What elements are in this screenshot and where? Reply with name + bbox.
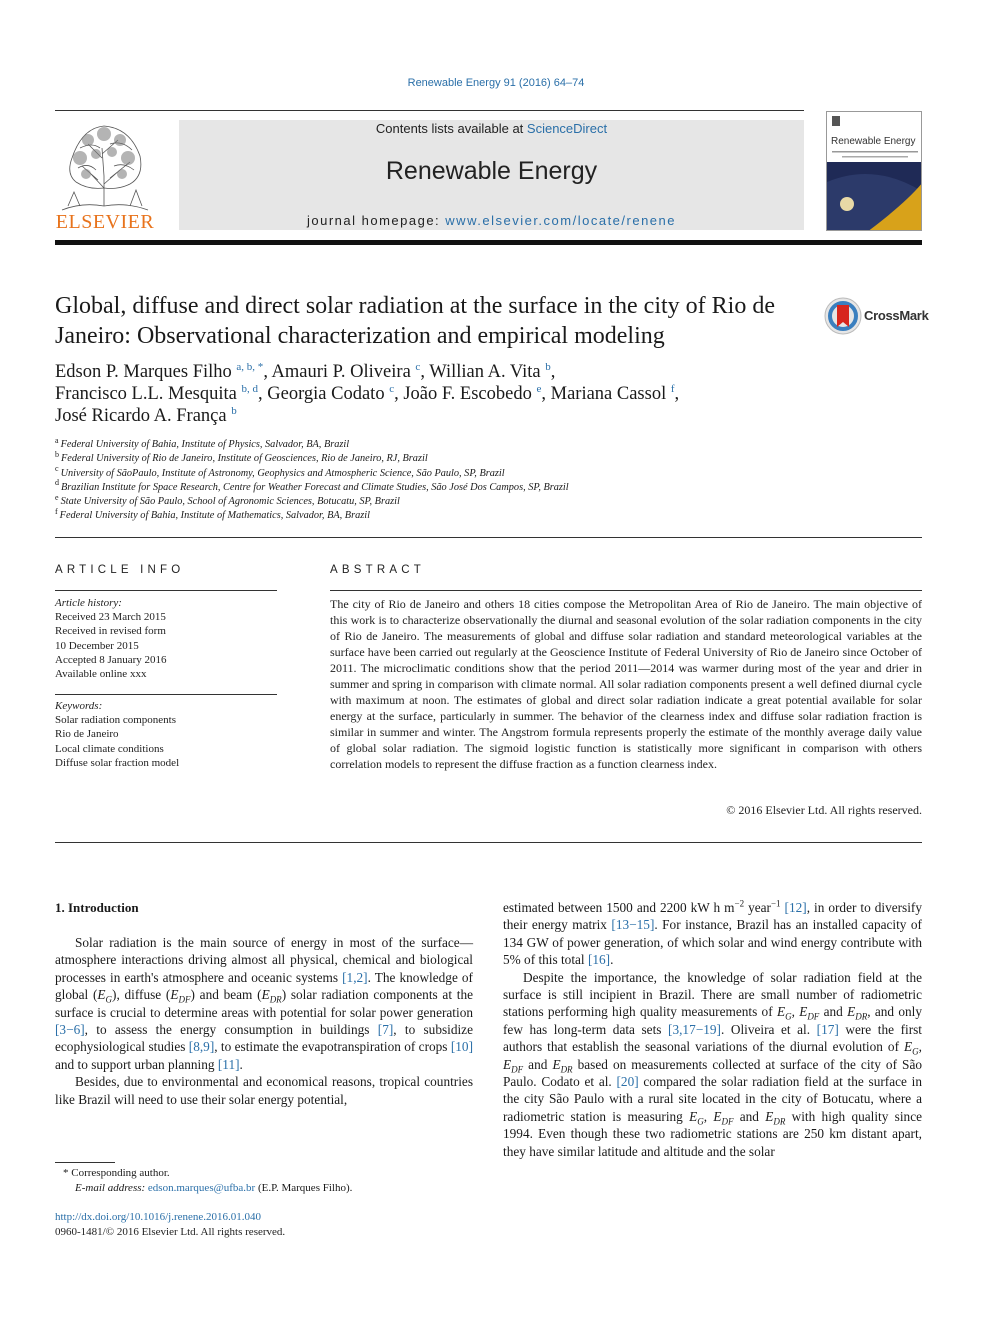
cover-image — [827, 162, 922, 231]
affiliation: $^f$ Federal University of Bahia, Institute of Mathematics, Salvador, BA, Brazil — [55, 507, 370, 522]
section-rule — [55, 537, 922, 538]
abstract-text: The city of Rio de Janeiro and others 18 cities compose the Metropolitan Area of Rio de Janeiro. The main objective of this work is to characterize observationally the diurnal and seasonal evolution of the solar radiation components in the city of Rio de Janeiro. The measurements of global and diffuse solar radiation and standard meteorological variables at the surface have been carried out regularly at the Geoscience Institute of Federal University of Rio de Janeiro since October of 2011. The microclimatic conditions show that the period 2011—2014 was warmer during most of the year and drier in summer and spring in comparison with climate normal. All solar radiation components present a well defined diurnal cycle with maximum at noon. The estimates of global and direct solar radiation indicate a great potential available for solar energy at the surface, particularly in summer. The behavior of the clearness index and diffuse solar radiation fraction is similar in summer and winter. The Angstrom formula represents properly the estimate of the monthly average daily value of global solar radiation. The sigmoid logistic function is statistically more significant in comparison with others correlation models to represent the diffuse fraction as a function clearness index. — [330, 597, 922, 771]
body-column-left — [55, 934, 473, 1108]
article-info-heading: ARTICLE INFO — [55, 564, 185, 576]
author-affiliation-mark[interactable]: c — [415, 360, 421, 373]
cover-logo-mark — [832, 116, 840, 126]
cover-subtitle-lines — [832, 150, 918, 160]
keyword: Rio de Janeiro — [55, 728, 119, 741]
citation-link[interactable]: [16] — [587, 952, 611, 968]
contents-line — [179, 121, 804, 136]
sciencedirect-link[interactable]: ScienceDirect — [526, 121, 608, 136]
author-affiliation-mark[interactable]: a, b, * — [236, 360, 264, 373]
history-item: Received 23 March 2015 — [55, 611, 166, 624]
author[interactable]: João F. Escobedo $^e$, — [403, 382, 551, 404]
keywords-label: Keywords: — [55, 700, 103, 712]
homepage-link[interactable]: www.elsevier.com/locate/renene — [445, 213, 676, 228]
author[interactable]: José Ricardo A. França $^b$ — [55, 404, 237, 426]
citation-link[interactable]: [3,17−19] — [668, 1021, 721, 1037]
journal-citation[interactable]: Renewable Energy 91 (2016) 64–74 — [407, 77, 585, 89]
contents-prefix: Contents lists available at — [375, 121, 527, 136]
crossmark-icon[interactable] — [824, 297, 862, 335]
author[interactable]: Mariana Cassol $^f$, — [550, 382, 680, 404]
author-affiliation-mark[interactable]: e — [536, 382, 542, 395]
history-item: Received in revised form — [55, 625, 166, 638]
citation-link[interactable]: [20] — [616, 1074, 639, 1090]
history-item: Accepted 8 January 2016 — [55, 653, 167, 666]
author-list — [55, 361, 925, 427]
corresponding-note: * Corresponding author. — [63, 1167, 170, 1179]
citation-link[interactable]: [13−15] — [611, 917, 655, 933]
citation-link[interactable]: [12] — [784, 900, 807, 915]
author[interactable]: Georgia Codato $^c$, — [267, 382, 404, 404]
publisher-name: ELSEVIER — [55, 211, 155, 233]
affiliation: $^b$ Federal University of Rio de Janeiro, Institute of Geosciences, Rio de Janeiro, RJ, Brazil — [55, 449, 428, 465]
affiliation-list — [55, 435, 925, 524]
keyword: Local climate conditions — [55, 742, 164, 755]
citation-link[interactable]: [11] — [217, 1056, 240, 1072]
introduction-heading: 1. Introduction — [55, 900, 139, 915]
author[interactable]: Francisco L.L. Mesquita $^{b, d}$, — [55, 382, 268, 404]
history-item: Available online xxx — [55, 668, 147, 681]
author-affiliation-mark[interactable]: c — [389, 382, 395, 395]
body-paragraph: Despite the importance, the knowledge of solar radiation field at the surface is still incipient in Brazil. There are small number of radiometric stations performing high quality measurements of $E_G$, $E_{DF}$ and $E_{DR}$, and only few has long-term data sets [3,17−19]. Oliveira et al. [17] were the first authors that establish the seasonal variations of the diurnal evolution of $E_G$, $E_{DF}$ and $E_{DR}$ based on measurements collected at surface of the city of São Paulo. Codato et al. [20] compared the solar radiation field at the surface in the city São Paulo with a rural site located in the city of Botucatu, where a radiometric station is measuring $E_G$, $E_{DF}$ and $E_{DR}$ with high quality since 1994. Even though these two radiometric stations are 250 km distant apart, they have similar latitude and altitude and the solar — [503, 969, 922, 1159]
article-history — [55, 596, 277, 681]
citation-link[interactable]: [17] — [816, 1021, 839, 1037]
header-rule — [55, 110, 804, 111]
homepage-line — [179, 213, 804, 228]
abstract-rule — [330, 590, 922, 591]
affiliation: $^c$ University of SãoPaulo, Institute of Astronomy, Geophysics and Atmospheric Science, São Paulo, SP, Brazil — [55, 464, 505, 479]
header-thick-rule — [55, 240, 922, 245]
email-link[interactable]: edson.marques@ufba.br — [147, 1182, 256, 1194]
homepage-prefix: journal homepage: — [306, 213, 446, 228]
journal-title: Renewable Energy — [385, 157, 598, 185]
footnote — [55, 1166, 475, 1196]
citation-link[interactable]: [3−6] — [55, 1022, 85, 1038]
citation-link[interactable]: [8,9] — [188, 1039, 215, 1055]
citation-link[interactable]: [7] — [377, 1022, 394, 1038]
issn-line: 0960-1481/© 2016 Elsevier Ltd. All rights reserved. — [55, 1226, 286, 1238]
cover-title: Renewable Energy — [831, 136, 916, 147]
keyword: Solar radiation components — [55, 714, 176, 727]
footnote-rule — [55, 1162, 115, 1163]
citation-link[interactable]: [1,2] — [342, 969, 368, 985]
body-paragraph: Besides, due to environmental and economical reasons, tropical countries like Brazil will need to use their solar energy potential, — [55, 1074, 473, 1107]
body-paragraph: Solar radiation is the main source of energy in most of the surface—atmosphere interactions driving almost all physical, chemical and biological processes in earth's atmosphere and oceanic systems [1,2]. The knowledge of global $(E_G)$, diffuse $(E_{DF})$ and beam $(E_{DR})$ solar radiation components at the surface is crucial to determine areas with potential for solar power generation [3−6], to assess the energy consumption in buildings [7], to subsidize ecophysiological studies [8,9], to estimate the evapotranspiration of crops [10] and to support urban planning [11]. — [55, 935, 473, 1072]
author-affiliation-mark[interactable]: b — [545, 360, 551, 373]
author-affiliation-mark[interactable]: b, d — [241, 382, 258, 395]
article-info-rule — [55, 590, 277, 591]
journal-cover[interactable] — [826, 111, 922, 231]
doi-link[interactable]: http://dx.doi.org/10.1016/j.renene.2016.01.040 — [55, 1211, 262, 1223]
keywords — [55, 699, 277, 770]
body-paragraph: estimated between 1500 and 2200 kW h $m^{-2}$ year$^{-1}$ [12], in order to diversify their energy matrix [13−15]. For instance, Brazil has an installed capacity of 134 GW of power generation, of which solar and wind energy contribute with 5% of this total [16]. — [503, 898, 922, 968]
section-rule — [55, 842, 922, 843]
abstract-copyright: © 2016 Elsevier Ltd. All rights reserved. — [726, 803, 922, 817]
citation-link[interactable]: [10] — [450, 1039, 473, 1055]
keyword: Diffuse solar fraction model — [55, 756, 180, 769]
author-affiliation-mark[interactable]: f — [670, 382, 675, 395]
article-title: Global, diffuse and direct solar radiation at the surface in the city of Rio de Janeiro: Observational characterization and empirical modeling — [55, 293, 775, 349]
author[interactable]: Edson P. Marques Filho $^{a, b, *}$, — [55, 360, 272, 382]
author[interactable]: Amauri P. Oliveira $^c$, — [271, 360, 430, 382]
body-column-right — [503, 899, 922, 1160]
author[interactable]: Willian A. Vita $^b$, — [429, 360, 556, 382]
author-affiliation-mark[interactable]: b — [231, 404, 237, 417]
email-note: E-mail address: edson.marques@ufba.br (E.P. Marques Filho). — [75, 1182, 353, 1194]
cover-sun-icon — [827, 162, 922, 231]
abstract-heading: ABSTRACT — [330, 564, 425, 576]
affiliation: $^e$ State University of São Paulo, School of Agronomic Sciences, Botucatu, SP, Brazil — [55, 492, 400, 508]
keywords-rule — [55, 694, 277, 695]
affiliation: $^d$ Brazilian Institute for Space Research, Centre for Weather Forecast and Climate Studies, São José Dos Campos, SP, Brazil — [55, 478, 569, 493]
affiliation: $^a$ Federal University of Bahia, Institute of Physics, Salvador, BA, Brazil — [55, 435, 350, 450]
crossmark-label[interactable]: CrossMark — [864, 308, 929, 323]
history-label: Article history: — [55, 597, 122, 609]
history-item: 10 December 2015 — [55, 639, 139, 652]
